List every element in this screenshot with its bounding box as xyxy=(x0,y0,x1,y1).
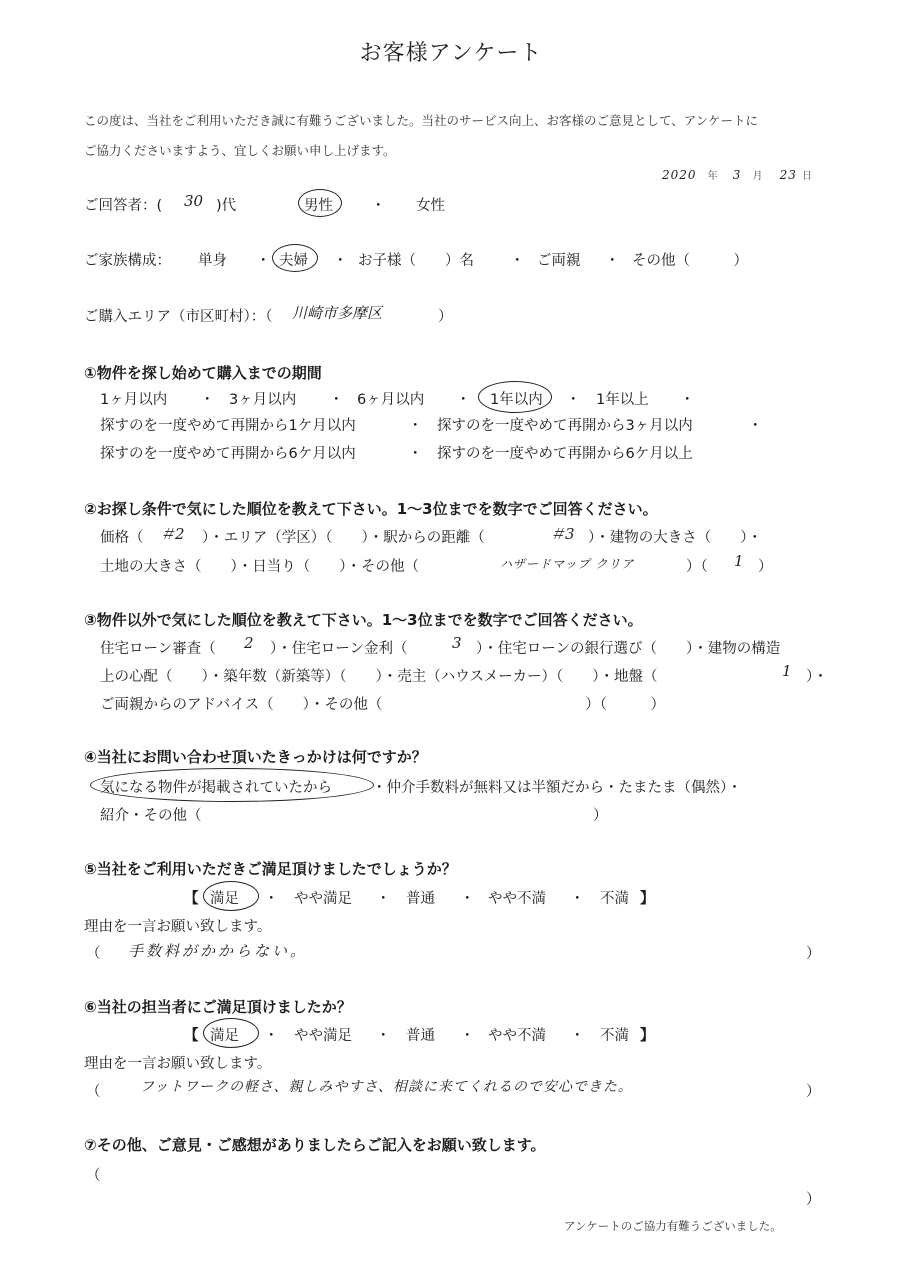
q4-title: ④当社にお問い合わせ頂いたきっかけは何ですか？ xyxy=(84,748,427,766)
respondent-label: ご回答者：( xyxy=(84,198,163,214)
q2-station-value: ＃3 xyxy=(550,525,575,543)
q3-loan-review-value: 2 xyxy=(244,634,254,652)
selection-circle xyxy=(272,244,318,272)
q3-title: ③物件以外で気にした順位を教えて下さい。1～3位までを数字でご回答ください。 xyxy=(84,611,643,629)
dot-separator: ・ xyxy=(570,891,585,907)
respondent-age-suffix: )代 xyxy=(216,198,237,214)
q4-row2: 紹介・その他（ ） xyxy=(100,808,608,824)
q7-close: ） xyxy=(806,1192,821,1208)
dot-separator: ・ xyxy=(329,392,344,408)
dot-separator: ・ xyxy=(376,891,391,907)
q4-option-selected: 気になる物件が掲載されていたから xyxy=(100,780,332,796)
q5-reason-label: 理由を一言お願い致します。 xyxy=(84,919,272,935)
dot-separator: ・ xyxy=(605,253,620,269)
q5-title: ⑤当社をご利用いただきご満足頂けましたでしょうか？ xyxy=(84,860,457,878)
q6-reason-open: （ xyxy=(86,1084,101,1100)
dot-separator: ・ xyxy=(371,198,386,214)
q3-row2-a: 上の心配（ ）・築年数（新築等）（ ）・売主（ハウスメーカー）（ ）・地盤（ xyxy=(100,669,658,685)
date-month: 3 xyxy=(732,168,742,182)
q1-option: 探すのを一度やめて再開から6ケ月以内 xyxy=(100,446,356,462)
q5-option: やや不満 xyxy=(488,891,546,907)
q2-land-label: 土地の大きさ（ ）・日当り（ ）・その他（ xyxy=(100,559,419,575)
q5-reason-open: （ xyxy=(86,946,101,962)
selection-circle xyxy=(298,189,342,217)
q2-area-label: ）・エリア（学区）（ ）・駅からの距離（ xyxy=(202,530,485,546)
q3-loan-rate-value: 3 xyxy=(452,634,462,652)
dot-separator: ・ xyxy=(408,418,423,434)
date-year: 2020 xyxy=(662,168,697,182)
q1-option: 1年以上 xyxy=(596,392,649,408)
dot-separator: ・ xyxy=(456,392,471,408)
q2-other-end: ） xyxy=(758,559,773,575)
q6-reason-close: ） xyxy=(806,1084,821,1100)
q1-option: 1ヶ月以内 xyxy=(100,392,168,408)
q6-option: 普通 xyxy=(406,1028,435,1044)
date-day-unit: 日 xyxy=(801,171,812,182)
q2-other-text: ハザードマップ クリア xyxy=(500,557,635,571)
area-close: ） xyxy=(438,309,453,325)
q6-option-selected: 満足 xyxy=(210,1028,239,1044)
respondent-male: 男性 xyxy=(304,198,333,214)
dot-separator: ・ xyxy=(256,253,271,269)
q3-bank-label: ）・住宅ローンの銀行選び（ ）・建物の構造 xyxy=(476,641,781,657)
q5-reason-text: 手数料がかからない。 xyxy=(128,942,309,960)
q2-price-label: 価格（ xyxy=(100,530,144,546)
q5-reason-close: ） xyxy=(806,946,821,962)
q3-ground-value: 1 xyxy=(782,662,792,680)
dot-separator: ・ xyxy=(376,1028,391,1044)
q7-title: ⑦その他、ご意見・ご感想がありましたらご記入をお願い致します。 xyxy=(84,1136,546,1154)
dot-separator: ・ xyxy=(460,891,475,907)
q7-open: （ xyxy=(86,1168,101,1184)
q3-loan-review-label: 住宅ローン審査（ xyxy=(100,641,216,657)
family-couple: 夫婦 xyxy=(279,253,308,269)
q6-bracket-open: 【 xyxy=(184,1028,199,1044)
q5-bracket-close: 】 xyxy=(640,891,655,907)
date-year-unit: 年 xyxy=(707,171,718,182)
q2-other-rank: 1 xyxy=(734,552,744,570)
q6-option: やや満足 xyxy=(294,1028,352,1044)
q3-loan-rate-label: ）・住宅ローン金利（ xyxy=(270,641,408,657)
q6-reason-label: 理由を一言お願い致します。 xyxy=(84,1056,272,1072)
q1-option: 探すのを一度やめて再開から3ヶ月以内 xyxy=(437,418,693,434)
page-title: お客様アンケート xyxy=(359,41,543,66)
date xyxy=(662,164,812,183)
dot-separator: ・ xyxy=(680,392,695,408)
selection-circle xyxy=(203,881,259,911)
selection-circle xyxy=(478,381,552,413)
respondent-age: 30 xyxy=(184,192,204,210)
q4-option-rest: ・仲介手数料が無料又は半額だから・たまたま（偶然）・ xyxy=(372,780,742,796)
q3-row3: ご両親からのアドバイス（ ）・その他（ ）（ ） xyxy=(100,697,666,713)
q1-title: ①物件を探し始めて購入までの期間 xyxy=(84,364,322,382)
respondent-female: 女性 xyxy=(416,198,445,214)
q5-option-selected: 満足 xyxy=(210,891,239,907)
dot-separator: ・ xyxy=(566,392,581,408)
q1-option-selected: 1年以内 xyxy=(490,392,543,408)
date-month-unit: 月 xyxy=(752,171,763,182)
q6-option: やや不満 xyxy=(488,1028,546,1044)
q2-other-close: ）（ xyxy=(686,559,708,575)
q5-option: 不満 xyxy=(600,891,629,907)
q6-reason-text: フットワークの軽さ、親しみやすさ、相談に来てくれるので安心できた。 xyxy=(140,1079,633,1095)
q2-title: ②お探し条件で気にした順位を教えて下さい。1～3位までを数字でご回答ください。 xyxy=(84,500,658,518)
intro-line-2: ご協力くださいますよう、宜しくお願い申し上げます。 xyxy=(84,143,396,158)
family-children: お子様（ ）名 xyxy=(358,253,474,269)
q5-option: 普通 xyxy=(406,891,435,907)
q1-option: 探すのを一度やめて再開から1ケ月以内 xyxy=(100,418,356,434)
dot-separator: ・ xyxy=(264,1028,279,1044)
q5-option: やや満足 xyxy=(294,891,352,907)
q6-option: 不満 xyxy=(600,1028,629,1044)
date-day: 23 xyxy=(779,168,797,182)
selection-circle xyxy=(90,768,374,802)
dot-separator: ・ xyxy=(408,446,423,462)
dot-separator: ・ xyxy=(333,253,348,269)
family-other: その他（ ） xyxy=(632,253,748,269)
dot-separator: ・ xyxy=(264,891,279,907)
q6-bracket-close: 】 xyxy=(640,1028,655,1044)
selection-circle xyxy=(203,1018,259,1048)
area-value: 川崎市多摩区 xyxy=(292,304,383,322)
q2-price-value: ＃2 xyxy=(160,525,185,543)
q3-row2-b: ）・ xyxy=(806,669,828,685)
q2-building-label: ）・建物の大きさ（ ）・ xyxy=(588,530,762,546)
dot-separator: ・ xyxy=(570,1028,585,1044)
q5-bracket-open: 【 xyxy=(184,891,199,907)
footer-thanks: アンケートのご協力有難うございました。 xyxy=(564,1219,782,1233)
area-label: ご購入エリア（市区町村）：（ xyxy=(84,309,273,325)
dot-separator: ・ xyxy=(510,253,525,269)
intro-line-1: この度は、当社をご利用いただき誠に有難うございました。当社のサービス向上、お客様のご意見として、アンケートに xyxy=(84,113,759,128)
q1-option: 6ヶ月以内 xyxy=(357,392,425,408)
q6-title: ⑥当社の担当者にご満足頂けましたか？ xyxy=(84,998,352,1016)
q1-option: 探すのを一度やめて再開から6ケ月以上 xyxy=(437,446,693,462)
q1-option: 3ヶ月以内 xyxy=(229,392,297,408)
family-label: ご家族構成： xyxy=(84,253,171,269)
dot-separator: ・ xyxy=(200,392,215,408)
family-parents: ご両親 xyxy=(537,253,581,269)
dot-separator: ・ xyxy=(748,418,763,434)
dot-separator: ・ xyxy=(460,1028,475,1044)
family-single: 単身 xyxy=(198,253,227,269)
